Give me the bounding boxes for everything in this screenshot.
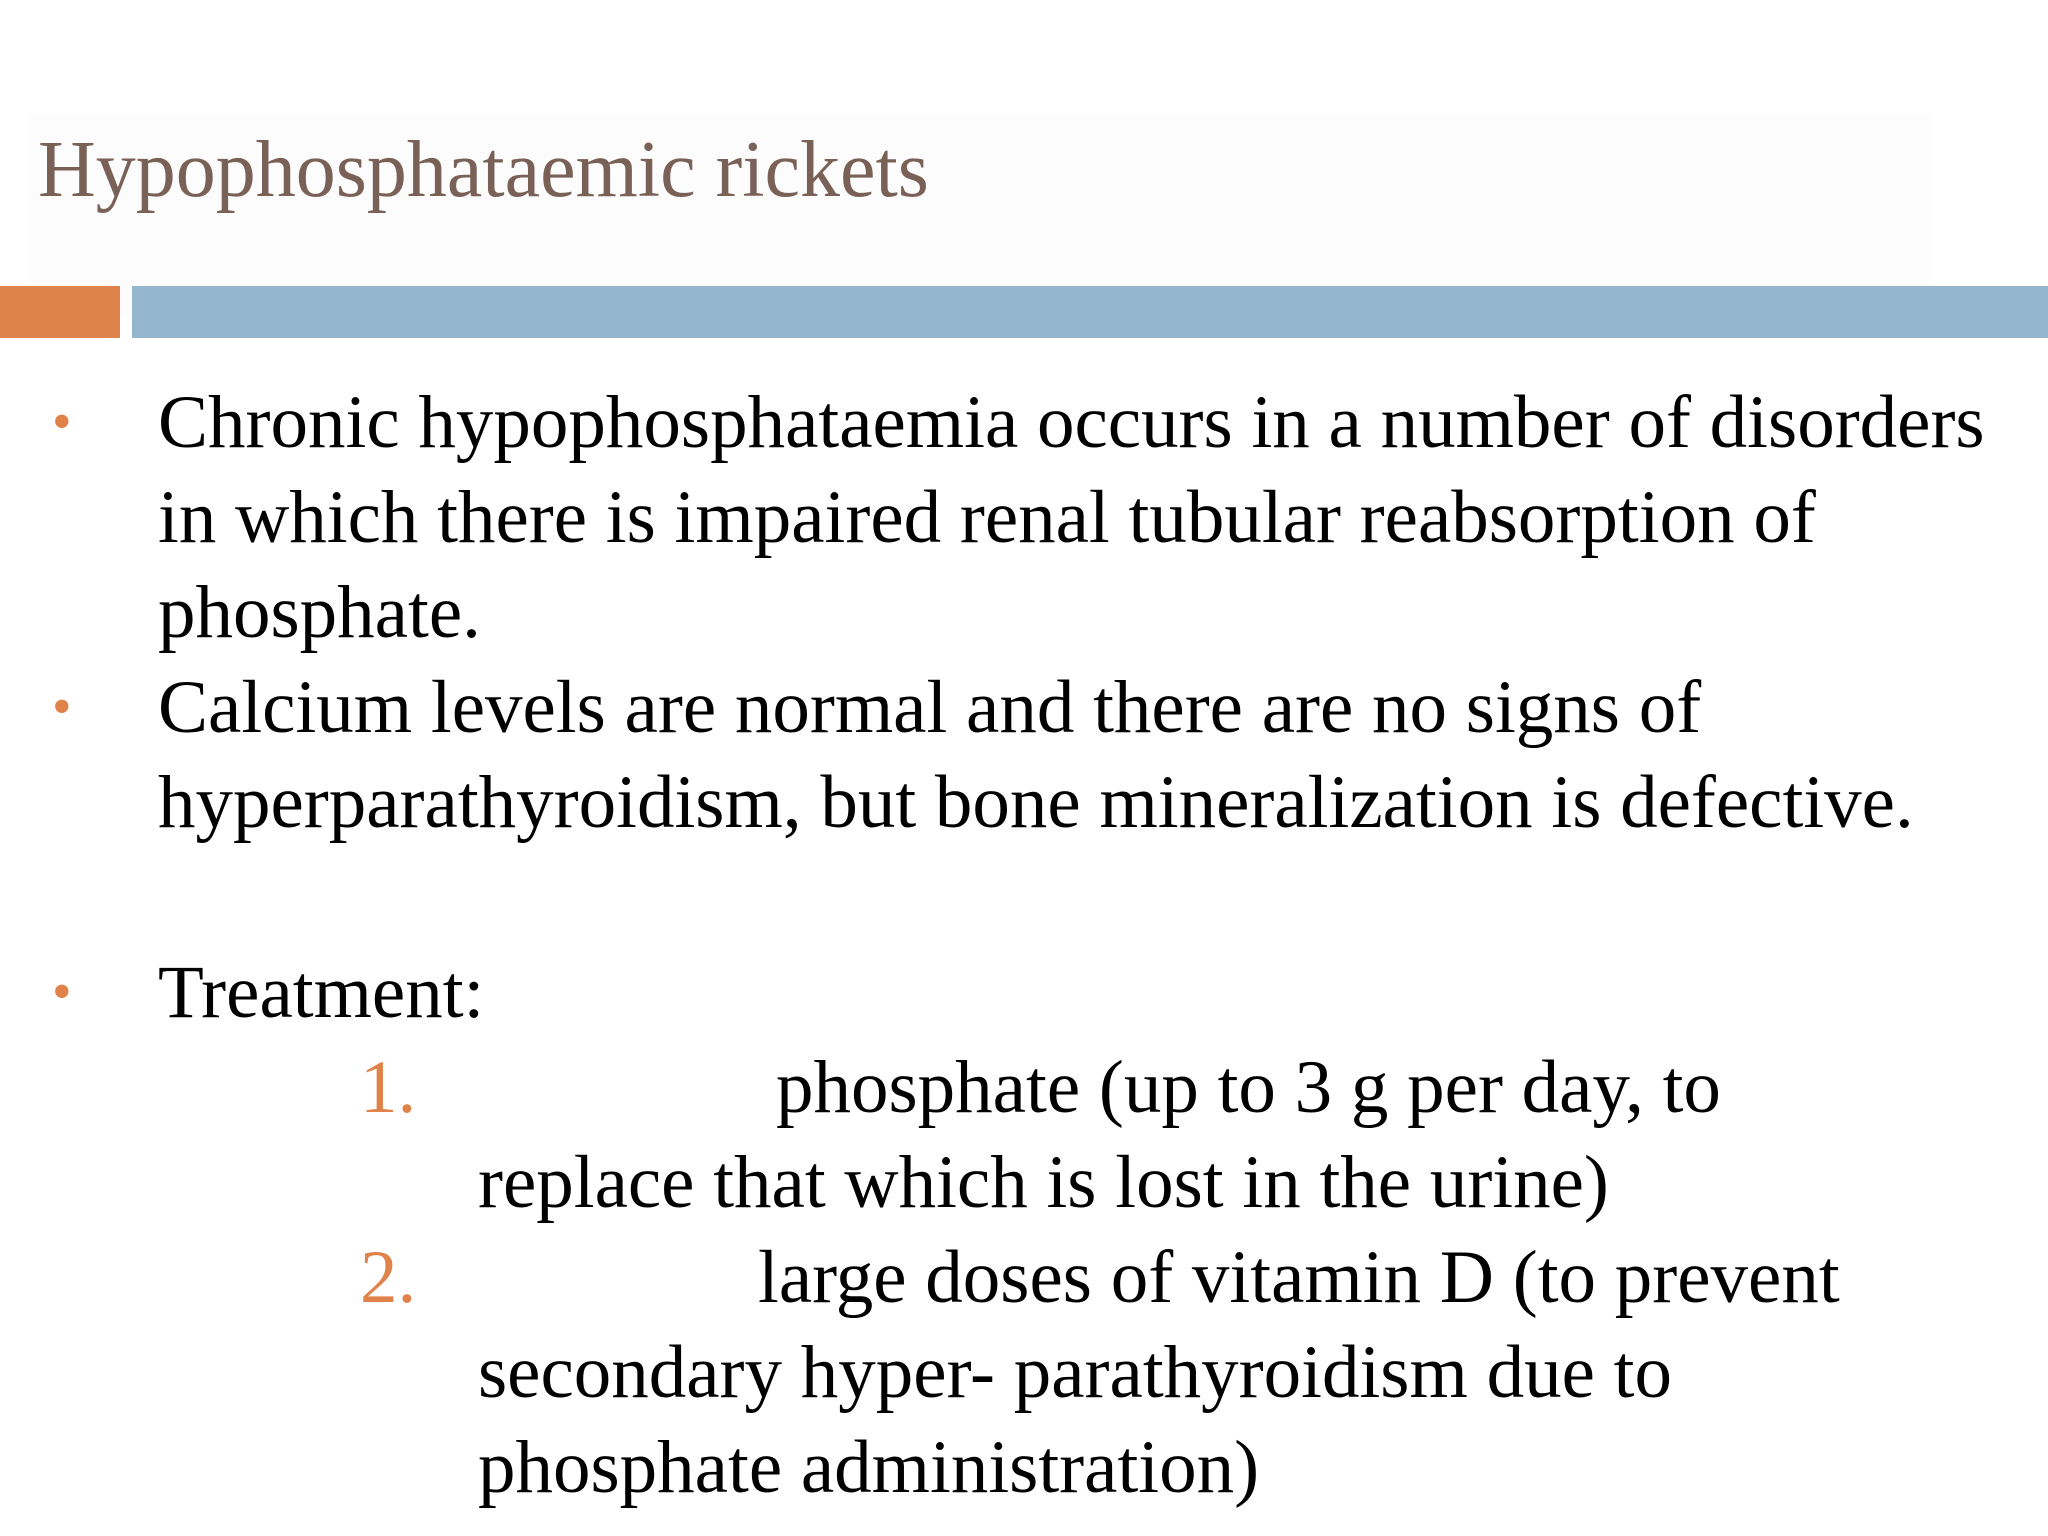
list-number-1: 1. (360, 1046, 417, 1129)
bullet-item-treatment: Treatment: (158, 951, 485, 1034)
slide-title: Hypophosphataemic rickets (38, 126, 929, 214)
treatment-item-2-line-2: secondary hyper- parathyroidism due to (478, 1331, 1672, 1414)
treatment-item-2-line-1: large doses of vitamin D (to prevent (758, 1236, 1840, 1319)
treatment-item-2-line-3: phosphate administration) (478, 1426, 1260, 1509)
list-number-2: 2. (360, 1236, 417, 1319)
bullet-marker: • (52, 961, 72, 1023)
treatment-item-1-line-1: phosphate (up to 3 g per day, to (776, 1046, 1721, 1129)
bullet-item-calcium-levels: Calcium levels are normal and there are no signs of hyperparathyroidism, but bone mineralization is defective. (158, 666, 1914, 844)
bullet-marker: • (52, 391, 72, 453)
treatment-item-1-line-2: replace that which is lost in the urine) (478, 1141, 1609, 1224)
bullet-item-chronic-hypophosphataemia: Chronic hypophosphataemia occurs in a number of disorders in which there is impaired renal tubular reabsorption of phosphate. (158, 381, 1985, 654)
bullet-marker: • (52, 676, 72, 738)
